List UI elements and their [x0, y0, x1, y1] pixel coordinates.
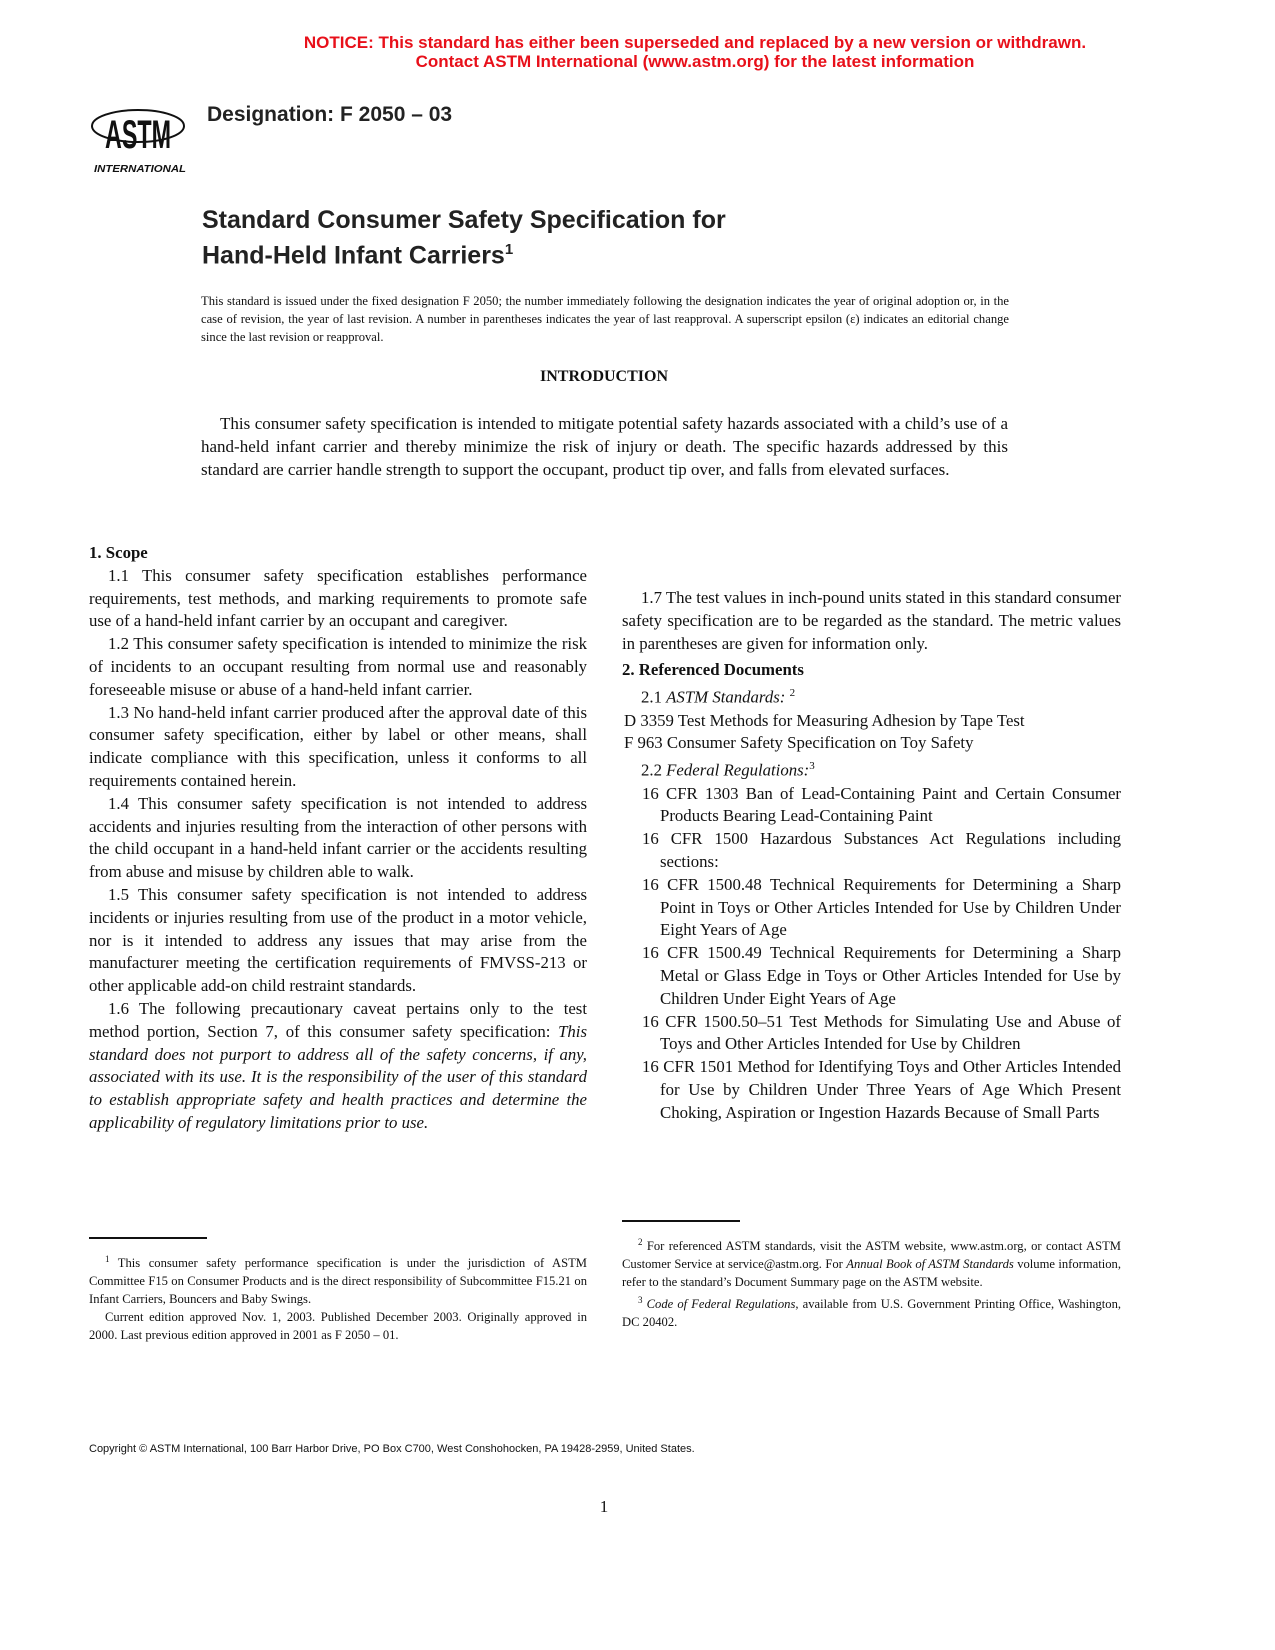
subsection-astm	[622, 682, 1121, 709]
subsection-federal	[622, 755, 1121, 782]
federal-regulations-list	[622, 783, 1121, 1125]
reference-item: F 963 Consumer Safety Specification on Toy Safety	[624, 733, 974, 753]
document-title	[202, 205, 726, 270]
notice-line-1: NOTICE: This standard has either been superseded and replaced by a new version or withdrawn.	[303, 33, 1087, 52]
paragraph: 1.7 The test values in inch-pound units stated in this standard consumer safety specification are to be regarded as the standard. The metric values in parentheses are given for information only.	[622, 588, 1121, 653]
right-column	[622, 542, 1121, 1125]
footnote-text: , available from U.S. Government Printing Office, Washington, DC 20402.	[622, 1297, 1122, 1330]
reference-item: 16 CFR 1303 Ban of Lead-Containing Paint and Certain Consumer Products Bearing Lead-Containing Paint	[642, 783, 1121, 826]
footnote-text: This consumer safety performance specification is under the jurisdiction of ASTM Committee F15 on Consumer Products and is the direct responsibility of Subcommittee F15.21 on Infant Carriers, Bouncers and Baby Swings.	[89, 1256, 588, 1307]
reference-item: 16 CFR 1500.50–51 Test Methods for Simulating Use and Abuse of Toys and Other Articles Intended for Use by Children	[642, 1011, 1121, 1054]
footnote-text: For referenced ASTM standards, visit the ASTM website, www.astm.org, or contact ASTM Customer Service at service@astm.org. For	[622, 1239, 1121, 1272]
reference-item: 16 CFR 1500.48 Technical Requirements for Determining a Sharp Point in Toys or Other Articles Intended for Use by Children Under Eight Years of Age	[642, 874, 1121, 940]
subsection-number: 2.2	[641, 760, 667, 780]
preamble: This standard is issued under the fixed designation F 2050; the number immediately following the designation indicates the year of original adoption or, in the case of revision, the year of last revision. A number in parentheses indicates the year of last reapproval. A superscript epsilon (ε) indicates an editorial change since the last revision or reapproval.	[201, 294, 1009, 344]
footnote-divider	[89, 1237, 207, 1239]
paragraph: 1.2 This consumer safety specification is intended to minimize the risk of incidents to an occupant resulting from normal use and reasonably foreseeable misuse or abuse of a hand-held infant carrier.	[89, 634, 587, 699]
svg-text:ASTM: ASTM	[105, 113, 171, 157]
paragraph: 1.4 This consumer safety specification is not intended to address accidents and injuries resulting from the interaction of other persons with the child occupant in a hand-held infant carrier or the accidents resulting from abuse and misuse by children able to walk.	[89, 793, 587, 882]
reference-item: D 3359 Test Methods for Measuring Adhesion by Tape Test	[624, 710, 1025, 730]
introduction-text: This consumer safety specification is intended to mitigate potential safety hazards associated with a child’s use of a hand-held infant carrier and thereby minimize the risk of injury or death. The specific hazards addressed by this standard are carrier handle strength to support the occupant, product tip over, and falls from elevated surfaces.	[201, 414, 1008, 479]
title-line-1: Standard Consumer Safety Specification for	[202, 206, 726, 234]
footnote-mark: 1	[105, 1254, 110, 1264]
footnote-2	[622, 1233, 1121, 1291]
astm-logo	[90, 84, 190, 176]
footnote-1-edition: Current edition approved Nov. 1, 2003. Published December 2003. Originally approved in 2000. Last previous edition approved in 2001 as F 2050 – 01.	[89, 1310, 587, 1343]
introduction-heading: INTRODUCTION	[539, 368, 668, 385]
notice-line-2: Contact ASTM International (www.astm.org) for the latest information	[415, 52, 975, 71]
section-heading: 2. Referenced Documents	[622, 660, 804, 680]
footnotes-left	[89, 1250, 587, 1344]
footnote-italic: Code of Federal Regulations	[646, 1297, 796, 1312]
subsection-number: 2.1	[641, 687, 667, 707]
paragraph: 1.5 This consumer safety specification is not intended to address incidents or injuries resulting from use of the product in a motor vehicle, nor is it intended to address any issues that may arise from the manufacturer meeting the certification requirements of FMVSS-213 or other applicable add-on child restraint standards.	[89, 884, 587, 996]
reference-item: 16 CFR 1501 Method for Identifying Toys and Other Articles Intended for Use by Children Under Three Years of Age Which Present Choking, Aspiration or Ingestion Hazards Because of Small Parts	[642, 1057, 1121, 1122]
footnote-text: volume information, refer to the standard’s Document Summary page on the ASTM website.	[622, 1257, 1121, 1290]
section-heading: 1. Scope	[89, 543, 148, 562]
designation: Designation: F 2050 – 03	[207, 103, 453, 126]
astm-standards-list	[622, 710, 1121, 756]
footnote-3	[622, 1291, 1121, 1331]
paragraph: 1.1 This consumer safety specification establishes performance requirements, test methods, and marking requirements to promote safe use of a hand-held infant carrier by an occupant and caregiver.	[89, 565, 587, 631]
reference-item: 16 CFR 1500.49 Technical Requirements for Determining a Sharp Metal or Glass Edge in Toys or Other Articles Intended for Use by Children Under Eight Years of Age	[642, 943, 1121, 1008]
subsection-label: ASTM Standards:	[666, 687, 786, 707]
footnote-1	[89, 1250, 587, 1308]
footnotes-right	[622, 1233, 1121, 1331]
footnote-mark: 1	[504, 241, 514, 258]
paragraph: 1.3 No hand-held infant carrier produced after the approval date of this consumer safety specification, either by label or other means, shall indicate compliance with this specification, unless it conforms to all requirements contained herein.	[89, 702, 587, 790]
reference-item: 16 CFR 1500 Hazardous Substances Act Regulations including sections:	[642, 829, 1121, 871]
paragraph	[89, 998, 587, 1135]
footnote-mark: 3	[809, 760, 815, 773]
copyright: Copyright © ASTM International, 100 Barr Harbor Drive, PO Box C700, West Conshohocken, PA 19428-2959, United States.	[89, 1443, 695, 1455]
footnote-mark: 3	[638, 1295, 643, 1306]
caveat-text: This standard does not purport to address all of the safety concerns, if any, associated with its use. It is the responsibility of the user of this standard to establish appropriate safety and health practices and determine the applicability of regulatory limitations prior to use.	[89, 1021, 587, 1132]
svg-text:INTERNATIONAL: INTERNATIONAL	[94, 163, 186, 175]
paragraph-text: 1.6 The following precautionary caveat pertains only to the test method portion, Section 7, of this consumer safety specification:	[89, 998, 587, 1041]
footnote-mark: 2	[638, 1237, 643, 1247]
footnote-divider	[622, 1220, 740, 1222]
title-line-2: Hand-Held Infant Carriers	[202, 241, 505, 270]
page-number: 1	[599, 1497, 609, 1516]
subsection-label: Federal Regulations:	[666, 760, 810, 780]
footnote-mark: 2	[789, 687, 796, 700]
left-column	[89, 542, 587, 1135]
supersession-notice	[0, 33, 1275, 71]
footnote-italic: Annual Book of ASTM Standards	[846, 1257, 1014, 1272]
